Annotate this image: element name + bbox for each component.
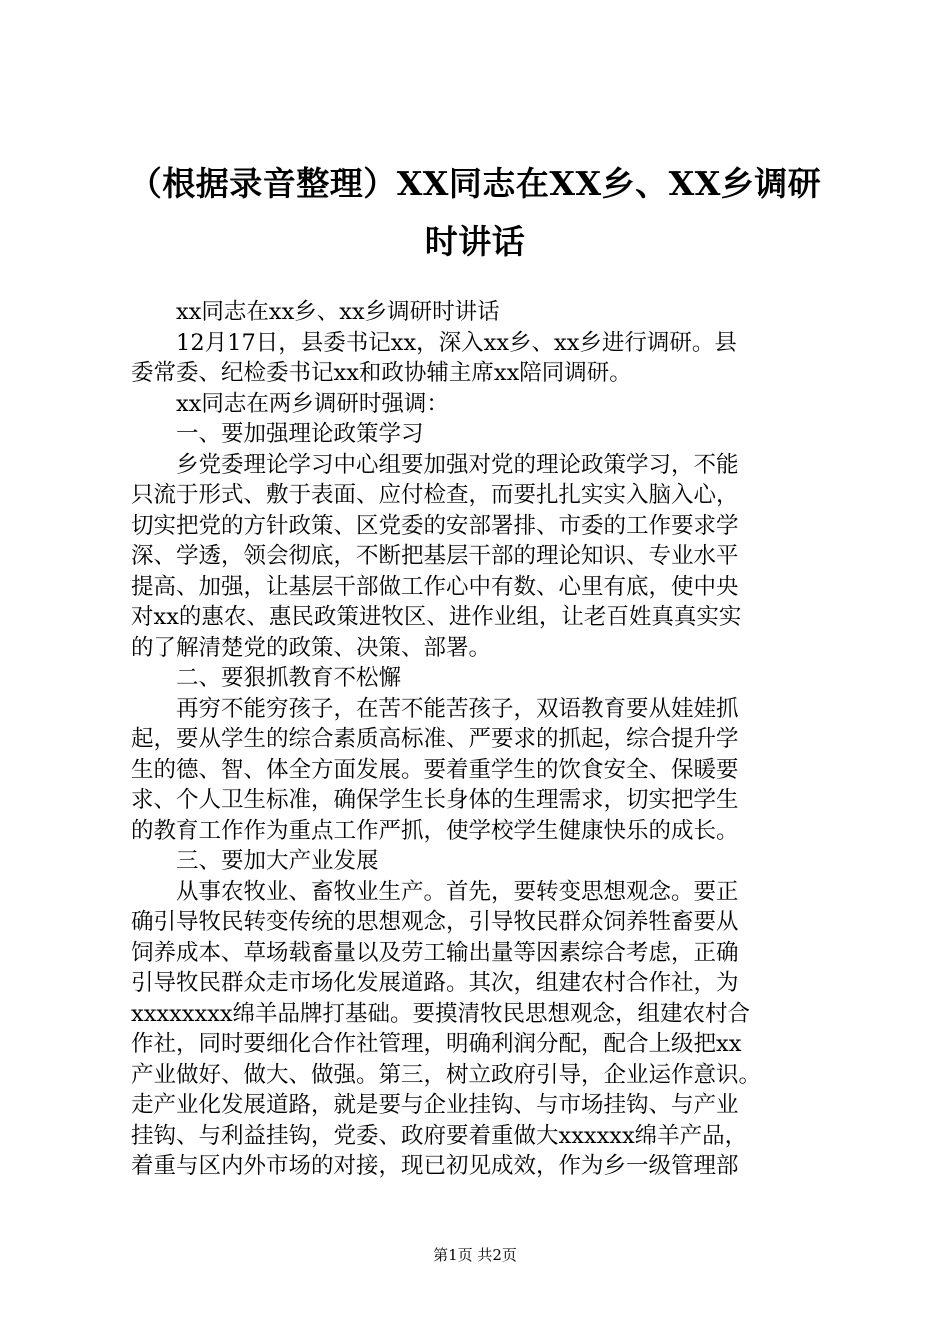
body-line: 产业做好、做大、做强。第三，树立政府引导，企业运作意识。 [131,1061,762,1088]
body-line: 对xx的惠农、惠民政策进牧区、进作业组，让老百姓真真实实 [131,604,742,630]
body-line: 求、个人卫生标准，确保学生长身体的生理需求，切实把学生 [131,787,739,813]
body-line: 乡党委理论学习中心组要加强对党的理论政策学习，不能 [131,451,739,478]
body-line: 引导牧民群众走市场化发展道路。其次，组建农村合作社，为 [131,970,739,996]
document-body [131,297,831,1182]
body-line: 切实把党的方针政策、区党委的安部署排、市委的工作要求学 [131,512,739,539]
body-line: 的教育工作作为重点工作严抓，使学校学生健康快乐的成长。 [131,817,739,844]
document-title-line-1: （根据录音整理）XX同志在XX乡、XX乡调研 [128,164,822,203]
body-line: 只流于形式、敷于表面、应付检查，而要扎扎实实入脑入心， [131,482,739,508]
body-line: 深、学透，领会彻底，不断把基层干部的理论知识、专业水平 [131,543,739,569]
body-line: 起，要从学生的综合素质高标准、严要求的抓起，综合提升学 [131,726,739,752]
body-line: 走产业化发展道路，就是要与企业挂钩、与市场挂钩、与产业 [131,1092,739,1118]
body-line: xx同志在xx乡、xx乡调研时讲话 [131,299,500,325]
page-footer: 第1页 共2页 [433,1246,517,1264]
body-line: 挂钩、与利益挂钩，党委、政府要着重做大xxxxxx绵羊产品， [131,1122,748,1149]
body-line: 12月17日，县委书记xx，深入xx乡、xx乡进行调研。县 [131,329,737,356]
document-title-line-2: 时讲话 [424,222,526,261]
body-line: 饲养成本、草场载畜量以及劳工输出量等因素综合考虑，正确 [131,939,739,966]
section-heading: 三、要加大产业发展 [131,848,379,874]
section-heading: 一、要加强理论政策学习 [131,421,424,447]
body-line: 确引导牧民转变传统的思想观念，引导牧民群众饲养牲畜要从 [131,909,739,935]
body-line: 委常委、纪检委书记xx和政协辅主席xx陪同调研。 [131,360,632,386]
body-line: 着重与区内外市场的对接，现已初见成效，作为乡一级管理部 [131,1153,739,1179]
body-line: 的了解清楚党的政策、决策、部署。 [131,634,492,661]
body-line: xx同志在两乡调研时强调： [131,390,449,417]
body-line: xxxxxxxx绵羊品牌打基础。要摸清牧民思想观念，组建农村合 [131,1000,751,1027]
section-heading: 二、要狠抓教育不松懈 [131,665,402,691]
body-line: 提高、加强，让基层干部做工作心中有数、心里有底，使中央 [131,573,739,600]
body-line: 生的德、智、体全方面发展。要着重学生的饮食安全、保暖要 [131,756,739,783]
body-line: 作社，同时要细化合作社管理，明确利润分配，配合上级把xx [131,1031,742,1057]
body-line: 从事农牧业、畜牧业生产。首先，要转变思想观念。要正 [131,878,739,905]
body-line: 再穷不能穷孩子，在苦不能苦孩子，双语教育要从娃娃抓 [131,695,739,722]
